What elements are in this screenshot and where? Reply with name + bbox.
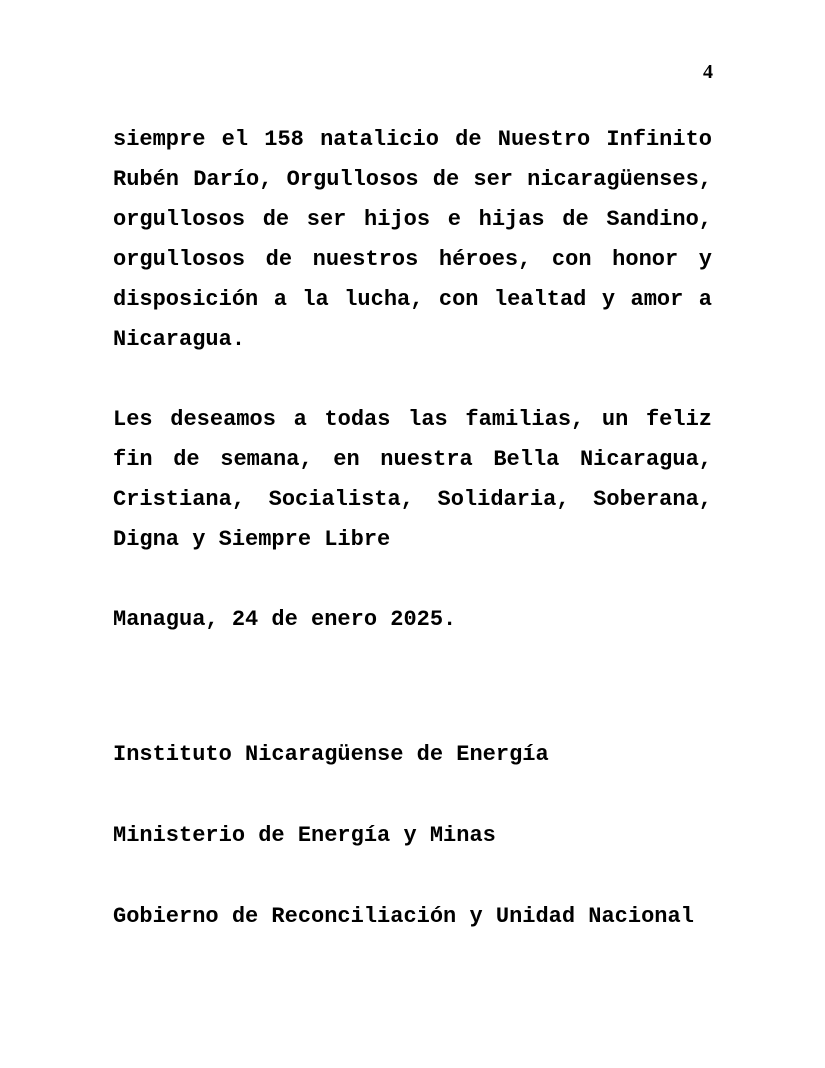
paragraph-2-line-3: Cristiana, Socialista, Solidaria, Soberana,	[113, 487, 712, 512]
dateline: Managua, 24 de enero 2025.	[113, 607, 457, 632]
paragraph-gap-1	[113, 360, 712, 400]
paragraph-1-line-1: siempre el 158 natalicio de Nuestro Infinito	[113, 127, 712, 152]
paragraph-gap-3	[113, 640, 712, 687]
page-number: 4	[703, 61, 713, 83]
paragraph-1-line-2: Rubén Darío, Orgullosos de ser nicaragüenses,	[113, 167, 712, 192]
paragraph-gap-2	[113, 560, 712, 600]
paragraph-1-line-5: disposición a la lucha, con lealtad y amor a	[113, 287, 712, 312]
paragraph-1-line-6: Nicaragua.	[113, 327, 246, 352]
signature-line-institute: Instituto Nicaragüense de Energía	[113, 742, 549, 767]
paragraph-1	[113, 120, 712, 360]
paragraph-1-line-4: orgullosos de nuestros héroes, con honor y	[113, 247, 712, 272]
paragraph-2-line-1: Les deseamos a todas las familias, un feliz	[113, 407, 712, 432]
paragraph-2-line-2: fin de semana, en nuestra Bella Nicaragua,	[113, 447, 712, 472]
paragraph-2-line-4: Digna y Siempre Libre	[113, 527, 391, 552]
paragraph-2	[113, 400, 712, 560]
document-body	[113, 120, 712, 984]
paragraph-1-line-3: orgullosos de ser hijos e hijas de Sandino,	[113, 207, 712, 232]
signature-block	[113, 687, 712, 984]
signature-line-ministry: Ministerio de Energía y Minas	[113, 823, 496, 848]
signature-line-government: Gobierno de Reconciliación y Unidad Nacional	[113, 904, 694, 929]
